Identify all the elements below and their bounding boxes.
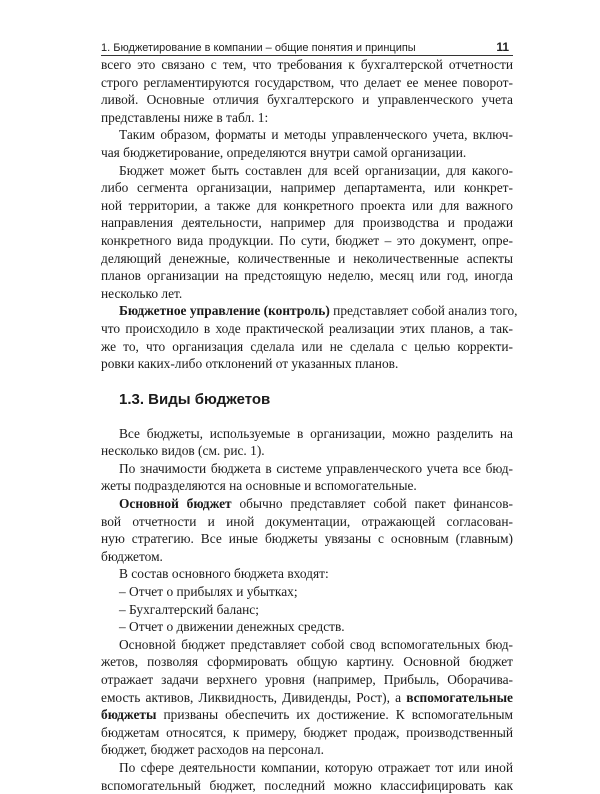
text-line: отражает задачи верхнего уровня (например, Прибыль, Оборачива-: [101, 672, 513, 687]
text-line: Бюджет может быть составлен для всей организации, для какого-: [119, 162, 513, 178]
text-line: строго регламентируются государством, что делает ее менее поворот-: [101, 74, 513, 90]
text-line: вспомогательный бюджет, последний можно классифицировать как: [101, 777, 513, 793]
text-line: всего это связано с тем, что требования к бухгалтерской отчетности: [101, 57, 513, 72]
text-line: вой отчетности и иной документации, отражающей согласован-: [101, 513, 513, 529]
text-line: жетов, позволяя сформировать общую картину. Основной бюджет: [101, 654, 513, 670]
term-main-budget: Основной бюджет: [119, 496, 232, 512]
text-line: По сфере деятельности компании, которую отражает тот или иной: [119, 759, 513, 775]
text-line: Все бюджеты, используемые в организации, можно разделить на: [119, 425, 513, 441]
text-line: деляющий денежные, количественные и неколичественные аспекты: [101, 250, 513, 266]
text-line: В состав основного бюджета входят:: [119, 566, 329, 582]
text-line: несколько лет.: [101, 285, 183, 301]
text-fragment: обычно представляет собой пакет финансов-: [231, 496, 513, 512]
text-line: конкретного вида продукции. По сути, бюджет – это документ, опре-: [101, 232, 513, 248]
text-line: [101, 706, 513, 724]
body-text: [101, 56, 518, 794]
list-item: – Отчет о движении денежных средств.: [119, 619, 345, 635]
text-line: либо сегмента организации, например департамента, или конкрет-: [101, 180, 513, 196]
text-line: [101, 495, 513, 513]
running-header: [101, 40, 513, 56]
text-line: Таким образом, форматы и методы управленческого учета, включ-: [119, 127, 513, 143]
text-fragment: призваны обеспечить их достижение. К вспомогательным: [156, 707, 513, 723]
text-line: [101, 689, 513, 707]
header-title: 1. Бюджетирование в компании – общие понятия и принципы: [101, 42, 416, 54]
text-line: несколько видов (см. рис. 1).: [101, 443, 265, 459]
term-auxiliary: вспомогательные: [406, 689, 513, 705]
text-line: чая бюджетирование, определяются внутри самой организации.: [101, 144, 467, 160]
text-fragment: емость активов, Ликвидность, Дивиденды, Рост), а: [101, 689, 402, 705]
term-budget-control: Бюджетное управление (контроль): [119, 303, 330, 319]
list-item: – Бухгалтерский баланс;: [119, 601, 259, 617]
text-line: Основной бюджет представляет собой свод вспомогательных бюд-: [119, 636, 513, 652]
text-line: ровки каких-либо отклонений от указанных планов.: [101, 356, 399, 372]
text-line: же то, что организация сделала или не сделала с целью корректи-: [101, 338, 513, 354]
text-line: [101, 302, 518, 320]
text-line: бюджет, бюджет расходов на персонал.: [101, 742, 324, 758]
section-heading: 1.3. Виды бюджетов: [119, 390, 271, 408]
text-line: бюджетам относятся, к примеру, бюджет продаж, производственный: [101, 724, 513, 740]
text-line: представлены ниже в табл. 1:: [101, 109, 269, 125]
text-line: ливой. Основные отличия бухгалтерского и управленческого учета: [101, 92, 513, 108]
text-line: что происходило в ходе практической реализации этих планов, а так-: [101, 320, 513, 336]
text-line: ную стратегию. Все иные бюджеты увязаны с основным (главным): [101, 531, 513, 547]
text-line: направления деятельности, например для производства и продажи: [101, 215, 513, 231]
term-budgets: бюджеты: [101, 707, 157, 723]
page-number: 11: [496, 40, 509, 54]
text-fragment: представляет собой анализ того,: [329, 303, 518, 319]
text-line: бюджетом.: [101, 548, 163, 564]
text-line: По значимости бюджета в системе управленческого учета все бюд-: [119, 460, 513, 476]
text-line: жеты подразделяются на основные и вспомогательные.: [101, 478, 417, 494]
text-line: ной территории, а также для конкретного проекта или для важного: [101, 197, 513, 213]
text-line: планов организации на предстоящую неделю, месяц или год, иногда: [101, 268, 513, 284]
list-item: – Отчет о прибылях и убытках;: [119, 584, 298, 600]
